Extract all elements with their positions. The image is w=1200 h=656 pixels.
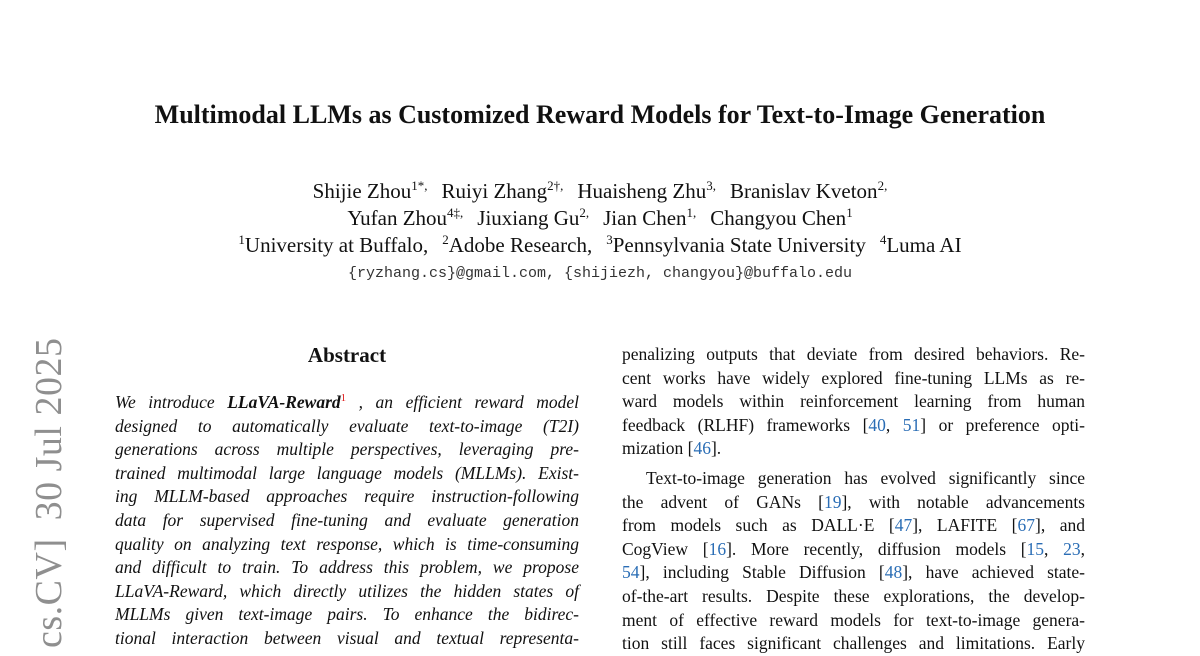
- abstract-line: LLaVA-Reward, which directly utilizes the hidden states of: [115, 580, 579, 601]
- citation-link[interactable]: 16: [708, 538, 727, 559]
- affiliation-name: Pennsylvania State University: [612, 233, 866, 257]
- abstract-line: and difficult to train. To address this problem, we propose: [115, 557, 579, 578]
- affiliation-sup: 1: [238, 232, 245, 247]
- text-run: ]. More recently, diffusion models [: [726, 538, 1027, 559]
- abstract-line: generations across multiple perspectives, leveraging pre-: [115, 439, 579, 460]
- affiliation-name: Luma AI: [886, 233, 962, 257]
- arxiv-sidebar: [26, 334, 72, 648]
- affiliation-name: Adobe Research,: [448, 233, 593, 257]
- author-sup: 2,: [877, 178, 888, 193]
- citation-link[interactable]: 67: [1017, 515, 1036, 536]
- author-sup: 3,: [706, 178, 716, 193]
- author-sup: 4‡,: [447, 205, 464, 220]
- text-line: [622, 561, 1085, 585]
- text-line: [622, 390, 1085, 414]
- text-run: ward models within reinforcement learning from human: [622, 391, 1085, 412]
- text-run: CogView [: [622, 538, 709, 559]
- text-line: [622, 467, 1085, 491]
- abstract-line: designed to automatically evaluate text-to-image (T2I): [115, 415, 579, 436]
- author-name: Shijie Zhou: [312, 179, 412, 203]
- text-run: ], have achieved state-: [902, 562, 1085, 583]
- citation-link[interactable]: 23: [1063, 538, 1081, 559]
- author-name: Jiuxiang Gu: [477, 206, 580, 230]
- citation-link[interactable]: 19: [823, 491, 842, 512]
- text-line: [622, 437, 1085, 461]
- text-run: the advent of GANs [: [622, 491, 824, 512]
- text-run: from models such as DALL·E [: [622, 515, 895, 536]
- text-run: tion still faces significant challenges and limitations. Early: [622, 633, 1085, 654]
- text-run: feedback (RLHF) frameworks [: [622, 414, 869, 435]
- paragraph-2: [622, 467, 1085, 656]
- text-run: ], LAFITE [: [912, 515, 1018, 536]
- arxiv-identifier: [26, 338, 72, 648]
- citation-link[interactable]: 47: [894, 515, 913, 536]
- text-run: mization [: [622, 438, 694, 459]
- footnote-marker[interactable]: 1: [340, 392, 347, 404]
- abstract-line: ing MLLM-based approaches require instruction-following: [115, 486, 579, 507]
- model-name: LLaVA-Reward: [227, 392, 341, 412]
- citation-link[interactable]: 15: [1026, 538, 1045, 559]
- abstract-line: trained multimodal large language models (MLLMs). Exist-: [115, 462, 579, 483]
- author-sup: 2,: [579, 205, 590, 220]
- text-line: [622, 585, 1085, 609]
- text-run: ] or preference opti-: [920, 414, 1085, 435]
- affiliation-sup: 2: [442, 232, 449, 247]
- author-sup: 1,: [686, 205, 697, 220]
- author-name: Yufan Zhou: [347, 206, 448, 230]
- arxiv-category: cs.CV]: [28, 538, 70, 648]
- citation-link[interactable]: 51: [902, 414, 921, 435]
- affiliation-sup: 3: [606, 232, 613, 247]
- citation-link[interactable]: 48: [884, 562, 903, 583]
- text-run: ].: [710, 438, 722, 459]
- paragraph-1: [622, 343, 1085, 461]
- text-run: cent works have widely explored fine-tuning LLMs as re-: [622, 367, 1085, 388]
- text-run: ment of effective reward models for text-to-image genera-: [622, 609, 1085, 630]
- author-sup: 1: [846, 205, 853, 220]
- text-line: [622, 609, 1085, 633]
- abstract-body: [115, 391, 579, 651]
- text-line: [622, 343, 1085, 367]
- paper-title: Multimodal LLMs as Customized Reward Models for Text-to-Image Generation: [154, 100, 1046, 129]
- author-emails: {ryzhang.cs}@gmail.com, {shijiezh, changyou}@buffalo.edu: [347, 265, 853, 282]
- author-line-2: [0, 205, 1200, 231]
- arxiv-date: 30 Jul 2025: [28, 337, 70, 521]
- abstract-text: We introduce: [115, 392, 228, 412]
- text-run: penalizing outputs that deviate from desired behaviors. Re-: [622, 344, 1085, 364]
- author-name: Huaisheng Zhu: [577, 179, 707, 203]
- affiliation-sup: 4: [879, 232, 887, 247]
- abstract-heading: Abstract: [307, 343, 387, 367]
- author-name: Branislav Kveton: [730, 179, 878, 203]
- text-run: ,: [1080, 538, 1086, 559]
- text-line: [622, 414, 1085, 438]
- citation-link[interactable]: 46: [693, 438, 711, 459]
- right-column-body: [622, 343, 1085, 656]
- text-line: [622, 514, 1085, 538]
- abstract-line: MLLMs given text-image pairs. To enhance the bidirec-: [115, 604, 579, 625]
- author-name: Changyou Chen: [710, 206, 847, 230]
- text-run: of-the-art results. Despite these explorations, the develop-: [622, 585, 1085, 606]
- text-line: [622, 632, 1085, 656]
- author-line-1: [0, 178, 1200, 204]
- abstract-line: data for supervised fine-tuning and evaluate generation: [115, 509, 579, 530]
- affiliations-line: [0, 232, 1200, 258]
- abstract-line: quality on analyzing text response, which is time-consuming: [115, 533, 579, 554]
- text-run: Text-to-image generation has evolved significantly since: [646, 467, 1085, 488]
- abstract-text: , an efficient reward model: [346, 392, 579, 412]
- text-line: [622, 491, 1085, 515]
- citation-link[interactable]: 54: [622, 562, 640, 583]
- text-line: [622, 367, 1085, 391]
- text-run: ], and: [1035, 515, 1085, 536]
- affiliation-name: University at Buffalo,: [244, 233, 429, 257]
- author-sup: 1*,: [411, 178, 428, 193]
- text-line: [622, 538, 1085, 562]
- text-run: ,: [1044, 538, 1064, 559]
- text-run: ,: [885, 414, 903, 435]
- text-run: ], including Stable Diffusion [: [639, 562, 885, 583]
- author-name: Ruiyi Zhang: [441, 179, 548, 203]
- citation-link[interactable]: 40: [868, 414, 886, 435]
- author-name: Jian Chen: [603, 206, 687, 230]
- abstract-line: tional interaction between visual and textual representa-: [115, 627, 579, 648]
- text-run: ], with notable advancements: [841, 491, 1085, 512]
- author-sup: 2†,: [547, 178, 564, 193]
- abstract-line: [115, 391, 579, 415]
